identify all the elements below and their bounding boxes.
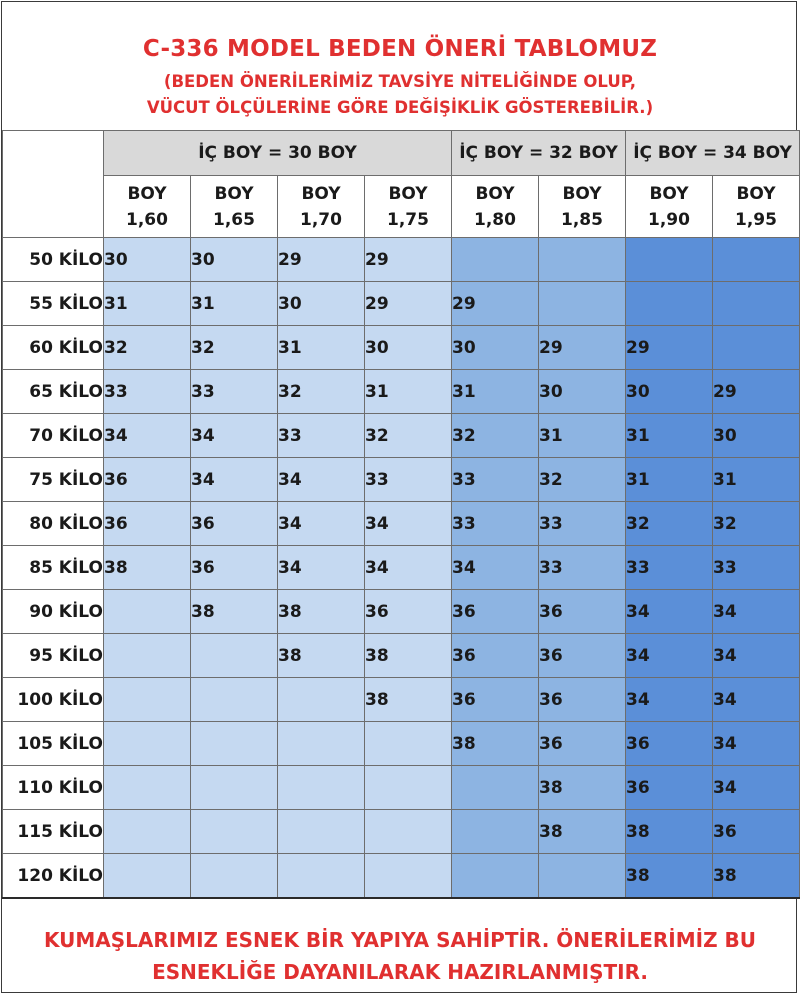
size-cell xyxy=(191,722,278,766)
height-header-top: BOY xyxy=(562,183,602,204)
height-header-value: 1,85 xyxy=(561,209,603,230)
size-cell: 34 xyxy=(626,634,713,678)
table-row xyxy=(3,722,800,766)
size-cell xyxy=(104,722,191,766)
size-cell xyxy=(104,766,191,810)
size-cell xyxy=(626,238,713,282)
group-header-30: İÇ BOY = 30 BOY xyxy=(104,131,452,176)
table-row xyxy=(3,502,800,546)
size-cell: 38 xyxy=(278,590,365,634)
size-cell: 31 xyxy=(365,370,452,414)
group-header-32: İÇ BOY = 32 BOY xyxy=(452,131,626,176)
size-cell xyxy=(191,634,278,678)
size-cell xyxy=(365,722,452,766)
size-cell xyxy=(104,678,191,722)
table-row xyxy=(3,854,800,899)
height-header-1 xyxy=(191,176,278,238)
size-cell: 34 xyxy=(713,722,800,766)
size-cell xyxy=(452,810,539,854)
size-cell: 34 xyxy=(191,458,278,502)
size-cell: 32 xyxy=(539,458,626,502)
size-cell xyxy=(191,678,278,722)
size-cell: 36 xyxy=(191,546,278,590)
size-cell xyxy=(365,810,452,854)
size-cell: 32 xyxy=(104,326,191,370)
weight-label: 105 KİLO xyxy=(3,722,104,766)
weight-label: 110 KİLO xyxy=(3,766,104,810)
weight-label: 85 KİLO xyxy=(3,546,104,590)
height-header-top: BOY xyxy=(127,183,167,204)
table-row xyxy=(3,326,800,370)
size-cell xyxy=(539,854,626,899)
size-cell: 32 xyxy=(626,502,713,546)
size-cell: 38 xyxy=(713,854,800,899)
corner-cell xyxy=(3,131,104,238)
size-cell: 36 xyxy=(452,634,539,678)
size-cell: 34 xyxy=(713,766,800,810)
table-row xyxy=(3,678,800,722)
size-cell: 33 xyxy=(626,546,713,590)
size-cell xyxy=(539,282,626,326)
size-cell: 32 xyxy=(452,414,539,458)
height-header-top: BOY xyxy=(475,183,515,204)
height-header-top: BOY xyxy=(736,183,776,204)
size-cell: 29 xyxy=(452,282,539,326)
weight-label: 55 KİLO xyxy=(3,282,104,326)
size-cell: 36 xyxy=(539,634,626,678)
size-cell: 34 xyxy=(713,678,800,722)
header xyxy=(0,0,800,130)
size-cell: 32 xyxy=(713,502,800,546)
size-cell xyxy=(104,590,191,634)
size-cell xyxy=(278,766,365,810)
size-cell: 38 xyxy=(104,546,191,590)
size-cell: 36 xyxy=(539,678,626,722)
subtitle-line2: VÜCUT ÖLÇÜLERİNE GÖRE DEĞİŞİKLİK GÖSTEREBİLİR.) xyxy=(146,98,654,117)
size-cell: 36 xyxy=(713,810,800,854)
size-cell: 34 xyxy=(713,590,800,634)
size-cell: 29 xyxy=(365,282,452,326)
height-header-0 xyxy=(104,176,191,238)
size-cell: 30 xyxy=(452,326,539,370)
size-cell: 29 xyxy=(539,326,626,370)
size-cell: 29 xyxy=(626,326,713,370)
table-row xyxy=(3,414,800,458)
size-cell: 32 xyxy=(278,370,365,414)
height-header-value: 1,65 xyxy=(213,209,255,230)
size-cell: 38 xyxy=(539,766,626,810)
weight-label: 90 KİLO xyxy=(3,590,104,634)
size-cell xyxy=(278,678,365,722)
height-header-top: BOY xyxy=(301,183,341,204)
size-cell: 36 xyxy=(626,722,713,766)
size-cell xyxy=(278,722,365,766)
weight-label: 60 KİLO xyxy=(3,326,104,370)
size-cell: 36 xyxy=(626,766,713,810)
height-header-value: 1,90 xyxy=(648,209,690,230)
size-cell xyxy=(452,238,539,282)
size-table xyxy=(2,130,800,899)
height-header-top: BOY xyxy=(214,183,254,204)
size-cell: 36 xyxy=(191,502,278,546)
size-cell: 36 xyxy=(452,590,539,634)
footer-line2: ESNEKLİĞE DAYANILARAK HAZIRLANMIŞTIR. xyxy=(152,960,648,984)
page-title: C-336 MODEL BEDEN ÖNERİ TABLOMUZ xyxy=(142,36,658,62)
size-cell: 33 xyxy=(452,458,539,502)
height-header-value: 1,60 xyxy=(126,209,168,230)
size-cell: 36 xyxy=(539,722,626,766)
size-cell xyxy=(626,282,713,326)
size-cell: 32 xyxy=(365,414,452,458)
size-cell xyxy=(278,810,365,854)
table-row xyxy=(3,238,800,282)
size-cell: 30 xyxy=(713,414,800,458)
size-cell xyxy=(713,238,800,282)
footer-note xyxy=(0,902,800,994)
size-cell: 32 xyxy=(191,326,278,370)
size-cell: 29 xyxy=(713,370,800,414)
size-cell: 33 xyxy=(539,502,626,546)
size-cell xyxy=(452,854,539,899)
size-cell: 33 xyxy=(278,414,365,458)
weight-label: 70 KİLO xyxy=(3,414,104,458)
size-cell: 38 xyxy=(191,590,278,634)
size-cell: 34 xyxy=(365,502,452,546)
height-header-value: 1,95 xyxy=(735,209,777,230)
size-cell: 34 xyxy=(278,502,365,546)
size-cell: 36 xyxy=(104,458,191,502)
size-cell xyxy=(539,238,626,282)
size-cell: 33 xyxy=(104,370,191,414)
size-cell: 38 xyxy=(626,810,713,854)
table-row xyxy=(3,458,800,502)
weight-label: 50 KİLO xyxy=(3,238,104,282)
size-cell: 34 xyxy=(104,414,191,458)
size-cell: 31 xyxy=(452,370,539,414)
size-cell: 34 xyxy=(278,458,365,502)
height-header-3 xyxy=(365,176,452,238)
weight-label: 120 KİLO xyxy=(3,854,104,899)
weight-label: 95 KİLO xyxy=(3,634,104,678)
size-cell: 34 xyxy=(191,414,278,458)
size-cell: 33 xyxy=(365,458,452,502)
height-header-top: BOY xyxy=(649,183,689,204)
size-cell: 31 xyxy=(626,414,713,458)
size-cell: 30 xyxy=(278,282,365,326)
table-row xyxy=(3,370,800,414)
group-header-34: İÇ BOY = 34 BOY xyxy=(626,131,800,176)
size-cell: 36 xyxy=(452,678,539,722)
size-cell: 31 xyxy=(713,458,800,502)
size-cell: 34 xyxy=(365,546,452,590)
height-header-6 xyxy=(626,176,713,238)
size-cell xyxy=(278,854,365,899)
size-cell: 30 xyxy=(365,326,452,370)
size-cell: 31 xyxy=(539,414,626,458)
size-cell: 38 xyxy=(452,722,539,766)
height-header-value: 1,80 xyxy=(474,209,516,230)
table-row xyxy=(3,766,800,810)
table-row xyxy=(3,634,800,678)
height-header-2 xyxy=(278,176,365,238)
size-cell xyxy=(104,854,191,899)
size-cell: 38 xyxy=(539,810,626,854)
size-cell xyxy=(452,766,539,810)
size-cell: 34 xyxy=(626,678,713,722)
size-cell: 34 xyxy=(626,590,713,634)
height-header-value: 1,70 xyxy=(300,209,342,230)
size-cell xyxy=(365,766,452,810)
table-row xyxy=(3,282,800,326)
size-cell: 31 xyxy=(626,458,713,502)
table-row xyxy=(3,590,800,634)
size-cell: 30 xyxy=(626,370,713,414)
table-row xyxy=(3,546,800,590)
size-cell: 34 xyxy=(278,546,365,590)
size-cell xyxy=(713,282,800,326)
size-cell: 30 xyxy=(539,370,626,414)
size-cell: 38 xyxy=(365,634,452,678)
size-cell xyxy=(104,634,191,678)
weight-label: 80 KİLO xyxy=(3,502,104,546)
size-cell: 29 xyxy=(278,238,365,282)
weight-label: 115 KİLO xyxy=(3,810,104,854)
size-cell: 33 xyxy=(539,546,626,590)
weight-label: 100 KİLO xyxy=(3,678,104,722)
size-cell xyxy=(191,766,278,810)
size-cell: 31 xyxy=(104,282,191,326)
height-header-4 xyxy=(452,176,539,238)
size-cell xyxy=(365,854,452,899)
size-cell: 31 xyxy=(191,282,278,326)
size-cell xyxy=(191,854,278,899)
size-cell: 31 xyxy=(278,326,365,370)
footer-line1: KUMAŞLARIMIZ ESNEK BİR YAPIYA SAHİPTİR. ÖNERİLERİMİZ BU xyxy=(43,928,757,952)
size-cell: 30 xyxy=(191,238,278,282)
size-cell: 34 xyxy=(452,546,539,590)
size-cell: 34 xyxy=(713,634,800,678)
size-cell: 29 xyxy=(365,238,452,282)
subtitle-line1: (BEDEN ÖNERİLERİMİZ TAVSİYE NİTELİĞİNDE OLUP, xyxy=(163,72,637,91)
size-cell: 36 xyxy=(104,502,191,546)
size-cell xyxy=(713,326,800,370)
weight-label: 65 KİLO xyxy=(3,370,104,414)
height-header-5 xyxy=(539,176,626,238)
size-cell: 38 xyxy=(365,678,452,722)
height-header-7 xyxy=(713,176,800,238)
size-cell: 30 xyxy=(104,238,191,282)
height-header-top: BOY xyxy=(388,183,428,204)
size-cell xyxy=(104,810,191,854)
height-header-value: 1,75 xyxy=(387,209,429,230)
size-cell: 38 xyxy=(626,854,713,899)
size-cell: 38 xyxy=(278,634,365,678)
size-cell: 33 xyxy=(713,546,800,590)
weight-label: 75 KİLO xyxy=(3,458,104,502)
size-cell: 33 xyxy=(452,502,539,546)
size-cell xyxy=(191,810,278,854)
size-cell: 33 xyxy=(191,370,278,414)
size-cell: 36 xyxy=(539,590,626,634)
size-cell: 36 xyxy=(365,590,452,634)
table-row xyxy=(3,810,800,854)
